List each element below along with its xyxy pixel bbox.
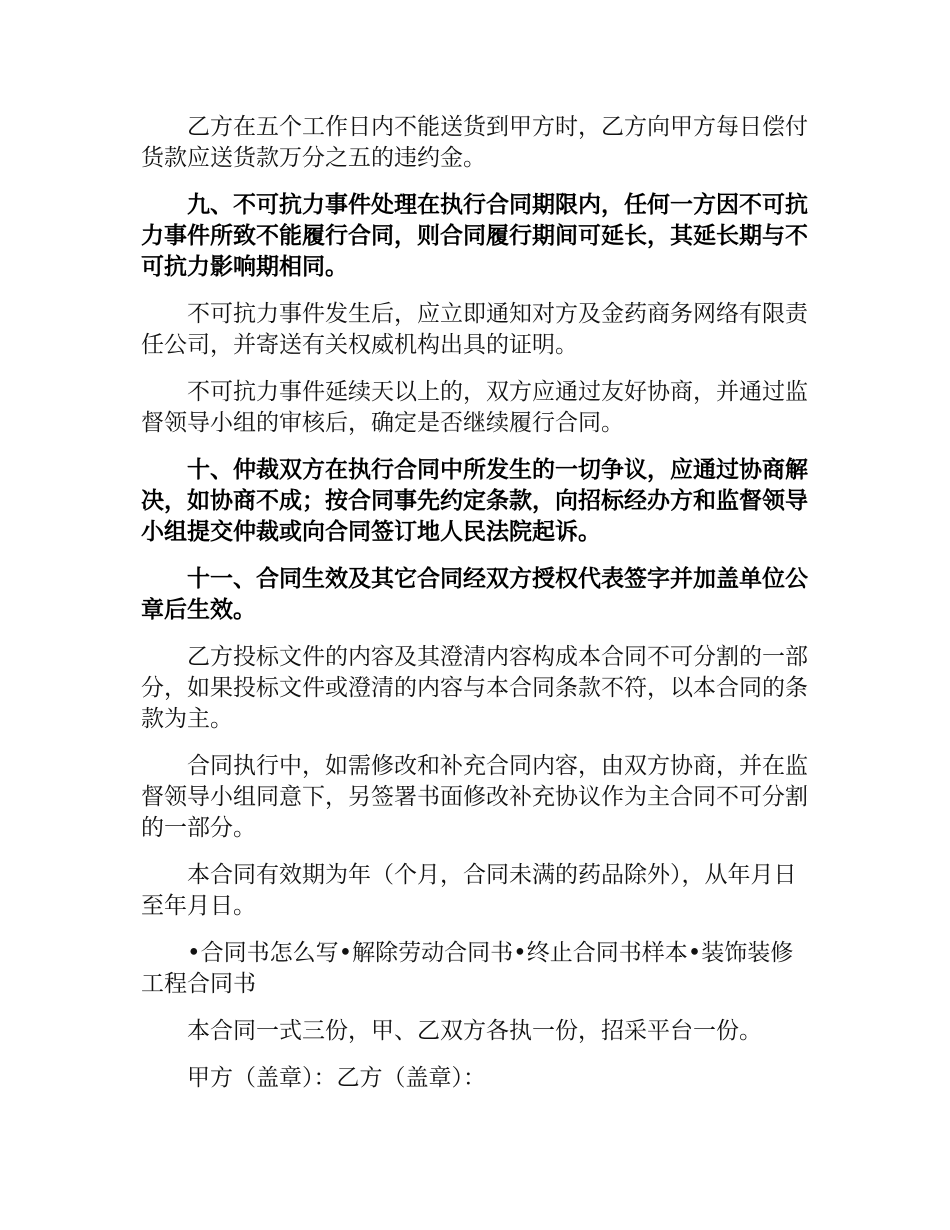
paragraph-related-links: •合同书怎么写•解除劳动合同书•终止合同书样本•装饰装修工程合同书 [141,940,794,997]
paragraph-bid-documents: 乙方投标文件的内容及其澄清内容构成本合同不可分割的一部分，如果投标文件或澄清的内容与本合同条款不符，以本合同的条款为主。 [141,644,808,732]
heading-contract-effective: 十一、合同生效及其它合同经双方授权代表签字并加盖单位公章后生效。 [141,566,808,623]
paragraph-validity-period: 本合同有效期为年（个月，合同未满的药品除外），从年月日至年月日。 [141,862,797,919]
heading-arbitration: 十、仲裁双方在执行合同中所发生的一切争议，应通过协商解决，如协商不成；按合同事先约定条款，向招标经办方和监督领导小组提交仲裁或向合同签订地人民法院起诉。 [141,457,808,545]
paragraph-force-majeure-extension: 不可抗力事件延续天以上的，双方应通过友好协商，并通过监督领导小组的审核后，确定是否继续履行合同。 [141,379,808,436]
paragraph-late-delivery-penalty: 乙方在五个工作日内不能送货到甲方时，乙方向甲方每日偿付货款应送货款万分之五的违约金。 [141,114,808,171]
heading-force-majeure: 九、不可抗力事件处理在执行合同期限内，任何一方因不可抗力事件所致不能履行合同，则合同履行期间可延长，其延长期与不可抗力影响期相同。 [141,192,808,280]
signature-line: 甲方（盖章）：乙方（盖章）： [187,1065,486,1091]
paragraph-copies: 本合同一式三份，甲、乙双方各执一份，招采平台一份。 [187,1018,762,1044]
paragraph-contract-amendment: 合同执行中，如需修改和补充合同内容，由双方协商，并在监督领导小组同意下，另签署书面修改补充协议作为主合同不可分割的一部分。 [141,753,808,841]
paragraph-force-majeure-notice: 不可抗力事件发生后，应立即通知对方及金药商务网络有限责任公司，并寄送有关权威机构出具的证明。 [141,301,808,358]
